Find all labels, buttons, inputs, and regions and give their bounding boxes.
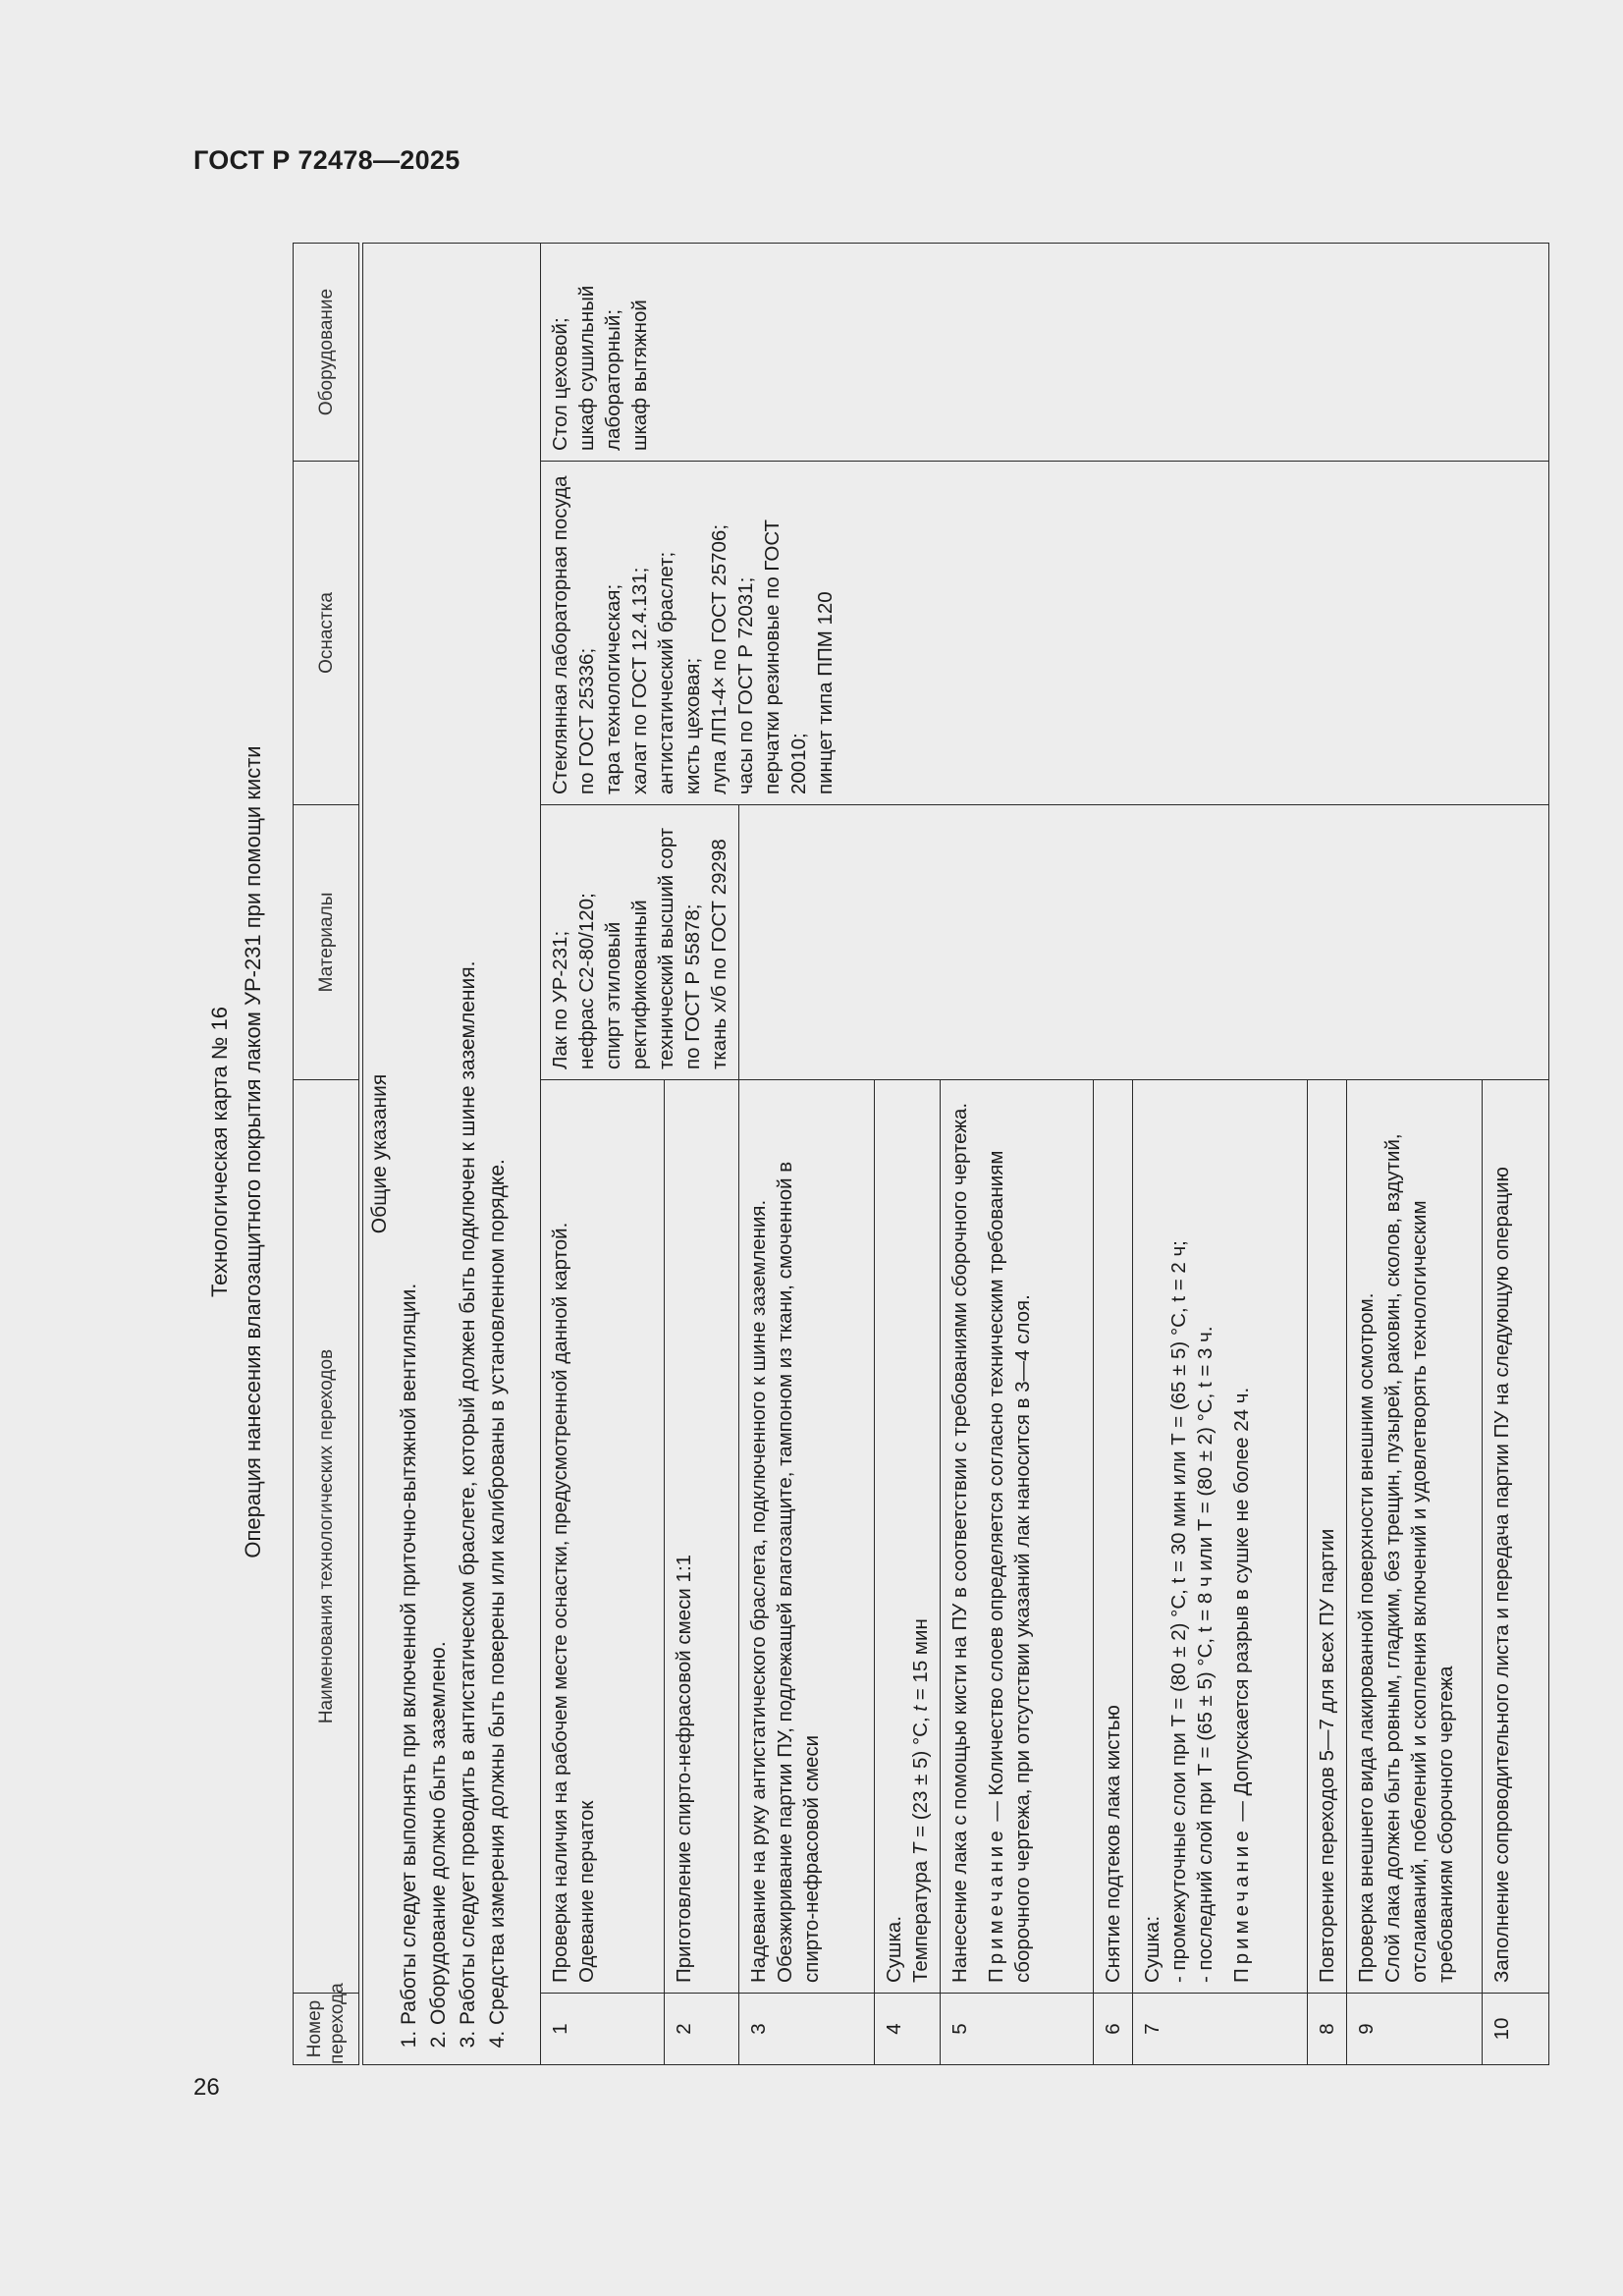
general-item: 2. Оборудование должно быть заземлено. (424, 251, 454, 2025)
step-line: Заполнение сопроводительного листа и передача партии ПУ на следующую операцию (1490, 1167, 1513, 1983)
general-instructions-row (363, 244, 541, 2065)
card-subtitle: Операция нанесения влагозащитного покрытия лаком УР-231 при помощи кисти (241, 745, 265, 1558)
step-number: 9 (1347, 1994, 1483, 2065)
general-instructions-list (395, 251, 513, 2056)
tooling-item: часы по ГОСТ Р 72031; (734, 576, 757, 794)
step-number: 10 (1483, 1994, 1549, 2065)
header-materials: Материалы (294, 805, 359, 1080)
step-description (1308, 1080, 1347, 1994)
time-symbol: t (909, 1705, 932, 1712)
step-description (1094, 1080, 1133, 1994)
equipment-item: шкаф вытяжной (628, 300, 651, 451)
header-tooling: Оснастка (294, 462, 359, 805)
step-description (665, 1080, 739, 1994)
step-line: Сушка. (883, 1915, 905, 1983)
step-line: Приготовление спирто-нефрасовой смеси 1:1 (673, 1554, 696, 1983)
general-item: 4. Средства измерения должны быть поверены или калиброваны в установленном порядке. (483, 251, 513, 2025)
step-description (739, 1080, 875, 1994)
note-label: Примечание (985, 1827, 1007, 1983)
step-line: Обезжиривание партии ПУ, подлежащей влагозащите, тампоном из ткани, смоченной в спирто-нефрасовой смеси (774, 1161, 823, 1983)
step-description (1133, 1080, 1308, 1994)
step-number: 2 (665, 1994, 739, 2065)
tooling-item: перчатки резиновые по ГОСТ 20010; (761, 519, 810, 794)
step-number: 4 (875, 1994, 941, 2065)
step-line: Проверка внешнего вида лакированной поверхности внешним осмотром. (1355, 1292, 1378, 1983)
tooling-item: Стеклянная лабораторная посуда по ГОСТ 25336; (549, 475, 598, 794)
header-steps: Наименования технологических переходов (294, 1080, 359, 1994)
step-line: Снятие подтеков лака кистью (1102, 1705, 1124, 1983)
general-instructions-title: Общие указания (368, 1073, 391, 1234)
general-item: 3. Работы следует проводить в антистатическом браслете, который должен быть подключен к шине заземления. (454, 251, 483, 2025)
materials-cell (541, 805, 739, 1080)
tooling-item: пинцет типа ППМ 120 (814, 591, 837, 794)
general-instructions (363, 244, 541, 2065)
step-line: Температура T = (23 ± 5) °С, t = 15 мин (909, 1618, 932, 1983)
captions (201, 239, 307, 2065)
step-note (983, 1090, 1036, 1983)
step-note (1228, 1090, 1255, 1983)
materials-empty-cell (739, 805, 1549, 1080)
step-line: Слой лака должен быть ровным, гладким, без трещин, пузырей, раковин, сколов, вздутий, отслаиваний, побелений и скопления включений и удовлетворять технологическим требованиям сборочного чертежа (1381, 1133, 1457, 1983)
material-item: спирт этиловый ректификованный технический высший сорт по ГОСТ Р 55878; (602, 827, 704, 1069)
card-title: Технологическая карта № 16 (207, 1007, 232, 1298)
equipment-item: Стол цеховой; (549, 317, 571, 451)
tooling-item: кисть цеховая; (681, 657, 704, 794)
step-line: Проверка наличия на рабочем месте оснастки, предусмотренной данной картой. (549, 1222, 571, 1983)
note-label: Примечание (1230, 1827, 1253, 1983)
step-description (1483, 1080, 1549, 1994)
time-value: = 15 мин (909, 1618, 932, 1706)
step-description (1347, 1080, 1483, 1994)
step-number: 7 (1133, 1994, 1308, 2065)
header-number: Номер перехода (294, 1994, 359, 2065)
step-description (875, 1080, 941, 1994)
step-number: 3 (739, 1994, 875, 2065)
general-item: 1. Работы следует выполнять при включенной приточно-вытяжной вентиляции. (395, 251, 424, 2025)
document-header: ГОСТ Р 72478—2025 (193, 145, 460, 175)
step-number: 1 (541, 1994, 665, 2065)
tooling-cell (541, 462, 1549, 805)
tooling-item: халат по ГОСТ 12.4.131; (628, 567, 651, 794)
header-equipment: Оборудование (294, 244, 359, 462)
technology-card-table (293, 243, 1549, 2065)
step-line: - промежуточные слои при T = (80 ± 2) °С, t = 30 мин или T = (65 ± 5) °С, t = 2 ч; (1167, 1240, 1190, 1983)
step-line: Нанесение лака с помощью кисти на ПУ в соответствии с требованиями сборочного чертежа. (948, 1102, 971, 1983)
step-description (941, 1080, 1094, 1994)
tooling-item: тара технологическая; (602, 583, 624, 794)
step-number: 6 (1094, 1994, 1133, 2065)
note-text: — Допускается разрыв в сушке не более 24 ч. (1230, 1387, 1253, 1828)
material-item: Лак по УР-231; (549, 930, 571, 1069)
material-item: ткань х/б по ГОСТ 29298 (708, 839, 730, 1069)
equipment-cell (541, 244, 1549, 462)
table-header-row (294, 244, 359, 2065)
step-line: Одевание перчаток (575, 1800, 598, 1983)
temp-value: (23 ± 5) °С, (909, 1711, 932, 1821)
step-number: 5 (941, 1994, 1094, 2065)
note-text: — Количество слоев определяется согласно техническим требованиям сборочного чертежа, при отсутствии указаний лак наносится в 3—4 слоя. (985, 1150, 1034, 1983)
tooling-item: антистатический браслет; (655, 551, 677, 794)
table-row (541, 244, 665, 2065)
step-line: - последний слой при T = (65 ± 5) °С, t = 8 ч или T = (80 ± 2) °С, t = 3 ч. (1194, 1326, 1217, 1983)
step-description (541, 1080, 665, 1994)
step-line: Повторение переходов 5—7 для всех ПУ партии (1316, 1528, 1338, 1983)
step-number: 8 (1308, 1994, 1347, 2065)
temp-label: Температура (909, 1855, 932, 1983)
temp-symbol: T (909, 1842, 932, 1856)
step-line: Сушка: (1141, 1915, 1163, 1983)
material-item: нефрас С2-80/120; (575, 893, 598, 1069)
step-line: Надевание на руку антистатического браслета, подключенного к шине заземления. (747, 1199, 770, 1983)
page-number: 26 (193, 2074, 220, 2101)
equipment-item: шкаф сушильный лабораторный; (575, 285, 624, 451)
rotated-table-page (201, 239, 1517, 2065)
tooling-item: лупа ЛП1-4× по ГОСТ 25706; (708, 523, 730, 794)
